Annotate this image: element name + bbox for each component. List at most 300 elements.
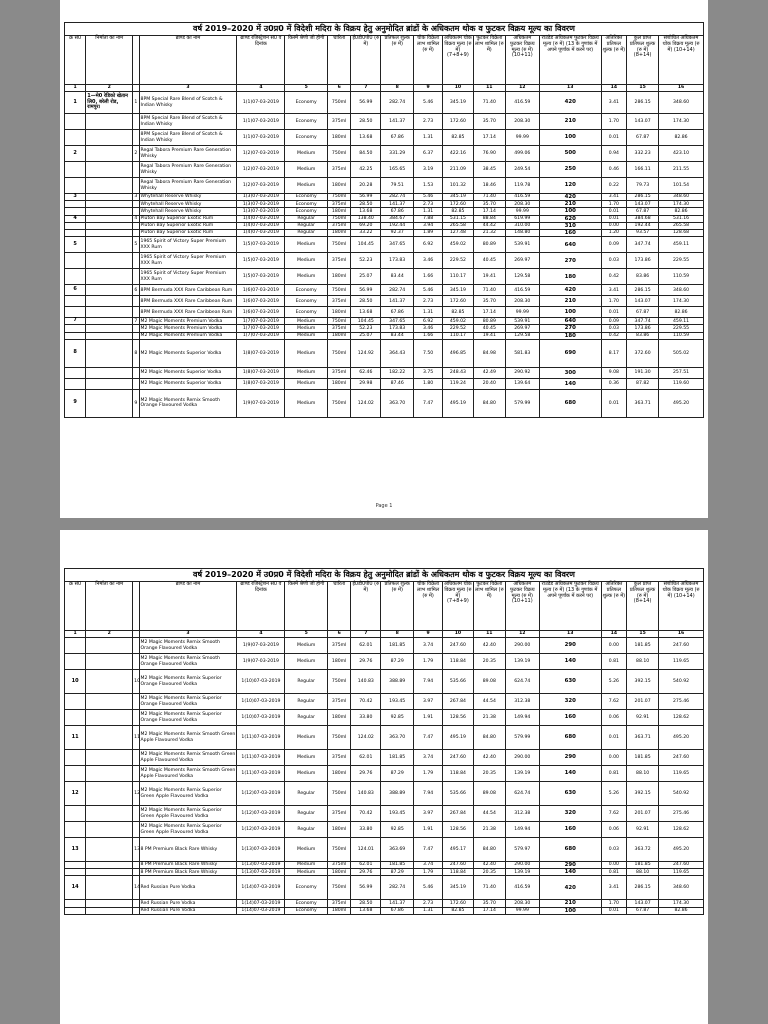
table-cell: 495.20 bbox=[659, 726, 704, 750]
brand-name: Regal Tabora Premium Rare Generation Whisky bbox=[139, 178, 237, 194]
table-cell: 28.50 bbox=[351, 114, 381, 130]
table-cell: 0.81 bbox=[601, 654, 627, 670]
table-cell: 11 bbox=[133, 726, 139, 750]
table-cell: Economy bbox=[285, 194, 328, 201]
table-cell: 44.42 bbox=[473, 222, 505, 229]
table-cell: 35.70 bbox=[473, 296, 505, 307]
table-row bbox=[65, 654, 704, 670]
table-cell: 13.68 bbox=[351, 208, 381, 215]
table-cell: 624.74 bbox=[505, 782, 539, 806]
table-cell: 0.03 bbox=[601, 325, 627, 332]
table-cell bbox=[86, 285, 133, 296]
table-cell: 1(13)07-03-2019 bbox=[237, 869, 285, 876]
table-cell: 7 bbox=[134, 318, 138, 324]
table-cell: 14 bbox=[133, 876, 139, 900]
table-cell: 0.01 bbox=[601, 389, 627, 417]
table-cell: 12 bbox=[133, 782, 139, 806]
table-cell: Medium bbox=[285, 389, 328, 417]
table-row bbox=[65, 130, 704, 146]
brand-name: 8 PM Premium Black Rare Whisky bbox=[139, 838, 237, 862]
table-cell: 7.94 bbox=[414, 782, 443, 806]
table-cell: 3.46 bbox=[414, 253, 443, 269]
table-cell: 84.80 bbox=[473, 838, 505, 862]
table-cell: 286.15 bbox=[627, 92, 659, 114]
table-row bbox=[65, 694, 704, 710]
table-row bbox=[65, 162, 704, 178]
table-cell: 160 bbox=[539, 822, 601, 838]
table-cell bbox=[65, 869, 86, 876]
table-cell: 496.85 bbox=[442, 339, 473, 367]
table-cell bbox=[86, 638, 133, 654]
column-header: राउंडेड अधिकतम फुटकर विक्रय मूल्य (रु में) (13 के गुणांक में अपने पूर्णांक में करने पर) bbox=[539, 36, 601, 85]
table-cell: 1.91 bbox=[414, 710, 443, 726]
table-cell: 140.83 bbox=[351, 782, 381, 806]
manufacturer-name: 1—मे0 रेडिको खेतान लि0, बरेली रोड, रामपुर। bbox=[86, 92, 133, 114]
table-cell: 210 bbox=[539, 114, 601, 130]
table-cell: 38.45 bbox=[473, 162, 505, 178]
table-cell: 270 bbox=[539, 325, 601, 332]
table-cell: 1(9)07-03-2019 bbox=[237, 389, 285, 417]
table-cell: 80.89 bbox=[473, 237, 505, 253]
table-cell: 92.91 bbox=[627, 710, 659, 726]
table-cell bbox=[86, 146, 133, 162]
table-cell: 290 bbox=[539, 750, 601, 766]
table-cell: 348.60 bbox=[659, 285, 704, 296]
table-cell: 119.24 bbox=[442, 378, 473, 389]
table-cell: Regular bbox=[285, 215, 328, 222]
column-number: 10 bbox=[442, 85, 473, 92]
table-cell bbox=[65, 307, 86, 318]
table-cell bbox=[86, 670, 133, 694]
table-cell: 42.49 bbox=[473, 367, 505, 378]
table-row bbox=[65, 296, 704, 307]
table-cell: 140 bbox=[539, 869, 601, 876]
table-cell: 149.94 bbox=[505, 822, 539, 838]
table-cell bbox=[65, 178, 86, 194]
table-cell bbox=[86, 230, 133, 237]
table-cell: 539.91 bbox=[505, 237, 539, 253]
table-cell: 70.42 bbox=[351, 806, 381, 822]
column-header: प्रतिफल शुल्क (रु में) bbox=[381, 582, 414, 631]
brand-name: 8PM Bermuda XXX Rare Caribbean Rum bbox=[139, 285, 237, 296]
column-number: 8 bbox=[381, 631, 414, 638]
table-cell: 680 bbox=[539, 838, 601, 862]
column-number: 9 bbox=[414, 85, 443, 92]
table-cell: 531.16 bbox=[659, 215, 704, 222]
table-cell bbox=[65, 750, 86, 766]
table-cell: 35.70 bbox=[473, 201, 505, 208]
column-number: 13 bbox=[539, 631, 601, 638]
table-cell: 99.99 bbox=[505, 307, 539, 318]
table-cell: 180ml bbox=[327, 654, 350, 670]
table-cell: 1(14)07-03-2019 bbox=[237, 907, 285, 914]
table-cell: 82.85 bbox=[442, 907, 473, 914]
price-table-1 bbox=[64, 22, 704, 418]
table-row bbox=[65, 862, 704, 869]
table-cell: 172.60 bbox=[442, 201, 473, 208]
table-cell: Medium bbox=[285, 269, 328, 285]
table-cell: 139.64 bbox=[505, 378, 539, 389]
table-cell: 33.22 bbox=[351, 230, 381, 237]
table-cell: 539.91 bbox=[505, 318, 539, 325]
table-cell: 348.60 bbox=[659, 876, 704, 900]
column-header: फुटकर विक्रेता लाभ शामिल (रु में) bbox=[473, 36, 505, 85]
table-cell bbox=[65, 130, 86, 146]
table-row bbox=[65, 806, 704, 822]
table-cell: 375ml bbox=[327, 862, 350, 869]
table-row bbox=[65, 146, 704, 162]
table-cell: 79.73 bbox=[627, 178, 659, 194]
table-cell: 8 bbox=[133, 339, 139, 367]
table-cell: 267.84 bbox=[442, 806, 473, 822]
table-cell: 0.06 bbox=[601, 822, 627, 838]
table-cell: Medium bbox=[285, 253, 328, 269]
table-cell: 1(2)07-03-2019 bbox=[237, 146, 285, 162]
table-cell: 0.01 bbox=[601, 907, 627, 914]
column-number: 12 bbox=[505, 631, 539, 638]
table-cell: 160 bbox=[539, 710, 601, 726]
table-cell: 92.85 bbox=[381, 710, 414, 726]
table-row bbox=[65, 876, 704, 900]
table-row bbox=[65, 208, 704, 215]
table-cell bbox=[86, 900, 133, 907]
table-cell: 138.40 bbox=[351, 215, 381, 222]
table-cell: 495.19 bbox=[442, 389, 473, 417]
table-cell: 180ml bbox=[327, 332, 350, 339]
table-cell: 14 bbox=[65, 876, 86, 900]
table-cell: 320 bbox=[539, 694, 601, 710]
table-cell: 44.54 bbox=[473, 806, 505, 822]
table-cell: 750ml bbox=[327, 215, 350, 222]
table-cell: 20.40 bbox=[473, 378, 505, 389]
table-cell: 89.08 bbox=[473, 670, 505, 694]
table-cell: 128.62 bbox=[659, 822, 704, 838]
brand-name: Pluton Bay Superior Exotic Rum bbox=[139, 215, 237, 222]
table-cell: 166.11 bbox=[627, 162, 659, 178]
table-cell: 149.94 bbox=[505, 710, 539, 726]
table-cell: 129.58 bbox=[505, 269, 539, 285]
table-cell bbox=[65, 296, 86, 307]
table-cell: 35.70 bbox=[473, 900, 505, 907]
table-cell: 505.02 bbox=[659, 339, 704, 367]
table-cell: 208.30 bbox=[505, 296, 539, 307]
column-header: निर्माता का नाम bbox=[86, 582, 133, 631]
table-cell: 619.99 bbox=[505, 215, 539, 222]
table-cell: 312.38 bbox=[505, 806, 539, 822]
column-header: फुटकर विक्रेता लाभ शामिल (रु में) bbox=[473, 582, 505, 631]
table-cell: 3.19 bbox=[414, 162, 443, 178]
table-row bbox=[65, 638, 704, 654]
column-header: संशोधित अधिकतम थोक विक्रय मूल्य (रु में) (10+14) bbox=[659, 582, 704, 631]
table-cell: 0.46 bbox=[601, 162, 627, 178]
table-cell: 1(14)07-03-2019 bbox=[237, 900, 285, 907]
table-row bbox=[65, 253, 704, 269]
table-row bbox=[65, 215, 704, 222]
table-cell: 0.06 bbox=[601, 710, 627, 726]
table-cell: 265.58 bbox=[659, 222, 704, 229]
table-cell: 422.16 bbox=[442, 146, 473, 162]
table-cell: 67.87 bbox=[627, 907, 659, 914]
table-cell: 180 bbox=[539, 332, 601, 339]
table-cell bbox=[86, 822, 133, 838]
table-cell: 173.86 bbox=[627, 325, 659, 332]
table-cell: 0.03 bbox=[601, 253, 627, 269]
table-cell: 141.37 bbox=[381, 114, 414, 130]
table-cell: 270 bbox=[539, 253, 601, 269]
table-cell: 84.50 bbox=[351, 146, 381, 162]
table-cell: 750ml bbox=[327, 876, 350, 900]
column-number: 16 bbox=[659, 85, 704, 92]
table-cell bbox=[86, 339, 133, 367]
table-cell: Economy bbox=[285, 307, 328, 318]
table-cell: 247.60 bbox=[659, 750, 704, 766]
table-cell bbox=[86, 782, 133, 806]
table-cell: 19.41 bbox=[473, 332, 505, 339]
table-cell: 82.86 bbox=[659, 208, 704, 215]
table-cell: 140 bbox=[539, 766, 601, 782]
table-cell: 750ml bbox=[327, 92, 350, 114]
table-cell: 110.17 bbox=[442, 332, 473, 339]
table-cell bbox=[65, 806, 86, 822]
table-row bbox=[65, 822, 704, 838]
table-cell: 416.59 bbox=[505, 285, 539, 296]
table-cell: 1.31 bbox=[414, 907, 443, 914]
table-cell bbox=[86, 296, 133, 307]
table-cell: 250 bbox=[539, 162, 601, 178]
table-cell: 6 bbox=[133, 285, 139, 296]
brand-name: Pluton Bay Superior Exotic Rum bbox=[139, 230, 237, 237]
table-cell: 208.30 bbox=[505, 201, 539, 208]
brand-name: Red Russian Pure Vodka bbox=[139, 876, 237, 900]
column-number: 12 bbox=[505, 85, 539, 92]
table-cell: 143.07 bbox=[627, 900, 659, 907]
table-cell: 3.75 bbox=[414, 367, 443, 378]
table-cell: 29.76 bbox=[351, 654, 381, 670]
table-cell: 750ml bbox=[327, 782, 350, 806]
column-number: 13 bbox=[539, 85, 601, 92]
table-cell: 1(10)07-03-2019 bbox=[237, 710, 285, 726]
table-cell: 265.58 bbox=[442, 222, 473, 229]
column-number: 11 bbox=[473, 85, 505, 92]
table-cell: Medium bbox=[285, 332, 328, 339]
column-number: 3 bbox=[139, 85, 237, 92]
table-cell: 540.92 bbox=[659, 670, 704, 694]
table-cell bbox=[65, 201, 86, 208]
table-cell bbox=[86, 389, 133, 417]
table-cell: 247.60 bbox=[442, 750, 473, 766]
table-cell: 1.66 bbox=[414, 269, 443, 285]
table-cell: 87.29 bbox=[381, 654, 414, 670]
table-cell: 2 bbox=[133, 146, 139, 162]
table-cell: 124.02 bbox=[351, 389, 381, 417]
table-cell: 67.87 bbox=[627, 307, 659, 318]
table-cell: 1(5)07-03-2019 bbox=[237, 269, 285, 285]
table-cell bbox=[86, 654, 133, 670]
table-cell: 5.46 bbox=[414, 285, 443, 296]
column-number-row bbox=[65, 85, 704, 92]
table-cell: 118.84 bbox=[442, 869, 473, 876]
column-number: 2 bbox=[86, 631, 133, 638]
brand-name: M2 Magic Moments Remix Superior Green Apple Flavoured Vodka bbox=[139, 822, 237, 838]
table-cell bbox=[65, 114, 86, 130]
page-2 bbox=[60, 530, 708, 1024]
table-cell: 56.99 bbox=[351, 285, 381, 296]
table-cell: 42.40 bbox=[473, 638, 505, 654]
table-cell: 1(9)07-03-2019 bbox=[237, 638, 285, 654]
table-cell: 124.92 bbox=[351, 339, 381, 367]
table-cell: 160 bbox=[539, 230, 601, 237]
table-cell bbox=[65, 332, 86, 339]
table-cell: 139.19 bbox=[505, 654, 539, 670]
table-cell: 1(6)07-03-2019 bbox=[237, 285, 285, 296]
table-cell: Medium bbox=[285, 378, 328, 389]
table-cell: 535.66 bbox=[442, 782, 473, 806]
table-cell: 180ml bbox=[327, 269, 350, 285]
brand-name: M2 Magic Moments Remix Smooth Green Apple Flavoured Vodka bbox=[139, 766, 237, 782]
table-cell: 174.30 bbox=[659, 201, 704, 208]
table-cell: 2.73 bbox=[414, 296, 443, 307]
table-cell: 88.10 bbox=[627, 869, 659, 876]
table-cell: 1.70 bbox=[601, 296, 627, 307]
table-cell: 750ml bbox=[327, 194, 350, 201]
table-cell: 7.62 bbox=[601, 806, 627, 822]
brand-name: M2 Magic Moments Remix Smooth Orange Flavoured Vodka bbox=[139, 654, 237, 670]
table-cell: 5.46 bbox=[414, 92, 443, 114]
table-cell: 3 bbox=[134, 194, 138, 200]
column-number: 14 bbox=[601, 85, 627, 92]
table-cell: 0.00 bbox=[601, 638, 627, 654]
table-cell: 459.11 bbox=[659, 237, 704, 253]
brand-name: M2 Magic Moments Remix Smooth Orange Flavoured Vodka bbox=[139, 638, 237, 654]
table-cell: 42.40 bbox=[473, 862, 505, 869]
table-row bbox=[65, 332, 704, 339]
table-cell bbox=[65, 230, 86, 237]
column-number: 14 bbox=[601, 631, 627, 638]
brand-name: M2 Magic Moments Premium Vodka bbox=[139, 332, 237, 339]
table-cell: 2.73 bbox=[414, 900, 443, 907]
table-row bbox=[65, 178, 704, 194]
brand-name: M2 Magic Moments Remix Superior Green Apple Flavoured Vodka bbox=[139, 806, 237, 822]
table-row bbox=[65, 325, 704, 332]
table-cell: 192.44 bbox=[381, 222, 414, 229]
table-cell: 1(12)07-03-2019 bbox=[237, 782, 285, 806]
table-row bbox=[65, 750, 704, 766]
table-cell: 531.15 bbox=[442, 215, 473, 222]
table-cell: 181.85 bbox=[381, 638, 414, 654]
table-cell: 312.38 bbox=[505, 694, 539, 710]
table-cell bbox=[65, 378, 86, 389]
table-cell: 363.71 bbox=[627, 389, 659, 417]
table-cell: 7.47 bbox=[414, 389, 443, 417]
table-cell bbox=[86, 378, 133, 389]
table-cell: Economy bbox=[285, 208, 328, 215]
brand-name: Whytehall Reserve Whisky bbox=[139, 194, 237, 201]
table-row bbox=[65, 339, 704, 367]
table-cell: 416.59 bbox=[505, 194, 539, 201]
table-cell: 750ml bbox=[327, 285, 350, 296]
table-cell: 2 bbox=[65, 146, 86, 162]
brand-name: M2 Magic Moments Remix Superior Green Apple Flavoured Vodka bbox=[139, 782, 237, 806]
table-cell: 624.74 bbox=[505, 670, 539, 694]
table-cell: Medium bbox=[285, 766, 328, 782]
table-row bbox=[65, 92, 704, 114]
table-cell: 71.40 bbox=[473, 285, 505, 296]
brand-name: Whytehall Reserve Whisky bbox=[139, 208, 237, 215]
table-cell: 1(7)07-03-2019 bbox=[237, 318, 285, 325]
table-cell: 8.17 bbox=[601, 339, 627, 367]
table-cell: Economy bbox=[285, 285, 328, 296]
table-cell: 375ml bbox=[327, 253, 350, 269]
table-cell: 3.41 bbox=[601, 194, 627, 201]
table-cell bbox=[86, 318, 133, 325]
table-cell: 33.80 bbox=[351, 710, 381, 726]
table-cell: 1.89 bbox=[414, 230, 443, 237]
table-cell: 750ml bbox=[327, 726, 350, 750]
table-cell: 180ml bbox=[327, 766, 350, 782]
table-cell: 82.85 bbox=[442, 307, 473, 318]
table-cell: Economy bbox=[285, 876, 328, 900]
table-cell: 5.26 bbox=[601, 782, 627, 806]
table-cell: 21.32 bbox=[473, 230, 505, 237]
table-cell: 172.60 bbox=[442, 900, 473, 907]
table-cell: Medium bbox=[285, 750, 328, 766]
table-cell: 1(11)07-03-2019 bbox=[237, 726, 285, 750]
table-cell: 1(1)07-03-2019 bbox=[237, 92, 285, 114]
table-cell: 1(12)07-03-2019 bbox=[237, 806, 285, 822]
table-cell: 459.11 bbox=[659, 318, 704, 325]
table-cell: 0.03 bbox=[601, 838, 627, 862]
table-cell: 29.98 bbox=[351, 378, 381, 389]
table-cell: 495.17 bbox=[442, 838, 473, 862]
table-cell: 0.81 bbox=[601, 766, 627, 782]
table-cell: 640 bbox=[539, 237, 601, 253]
table-cell: 13.68 bbox=[351, 307, 381, 318]
table-cell bbox=[86, 201, 133, 208]
brand-name: M2 Magic Moments Superior Vodka bbox=[139, 339, 237, 367]
table-cell: 29.76 bbox=[351, 766, 381, 782]
column-header: ब्राण्ड का नाम bbox=[139, 582, 237, 631]
table-cell: 1.80 bbox=[414, 378, 443, 389]
table-cell: 347.65 bbox=[381, 237, 414, 253]
table-cell: 180ml bbox=[327, 208, 350, 215]
table-cell: 0.01 bbox=[601, 307, 627, 318]
table-cell: Economy bbox=[285, 900, 328, 907]
table-cell: 300 bbox=[539, 367, 601, 378]
table-cell: 9.08 bbox=[601, 367, 627, 378]
table-cell: 67.86 bbox=[381, 907, 414, 914]
table-row bbox=[65, 782, 704, 806]
table-cell: 173.83 bbox=[381, 325, 414, 332]
table-cell: Economy bbox=[285, 201, 328, 208]
table-cell: 12 bbox=[65, 782, 86, 806]
table-cell: 540.92 bbox=[659, 782, 704, 806]
brand-name: 8PM Special Rare Blend of Scotch & Indian Whisky bbox=[139, 130, 237, 146]
column-header: अधिकतम थोक विक्रय मूल्य (रु में) (7+8+9) bbox=[442, 36, 473, 85]
table-row bbox=[65, 201, 704, 208]
table-cell: 290 bbox=[539, 862, 601, 869]
table-cell: 119.65 bbox=[659, 766, 704, 782]
table-cell bbox=[86, 869, 133, 876]
table-cell: Medium bbox=[285, 726, 328, 750]
table-cell: 416.59 bbox=[505, 92, 539, 114]
table-cell: 363.72 bbox=[627, 838, 659, 862]
table-cell: 124.01 bbox=[351, 838, 381, 862]
table-cell: 93.57 bbox=[627, 230, 659, 237]
column-number: 15 bbox=[627, 85, 659, 92]
table-cell: 129.58 bbox=[505, 332, 539, 339]
table-cell: Regular bbox=[285, 822, 328, 838]
sheet-2 bbox=[64, 568, 704, 915]
